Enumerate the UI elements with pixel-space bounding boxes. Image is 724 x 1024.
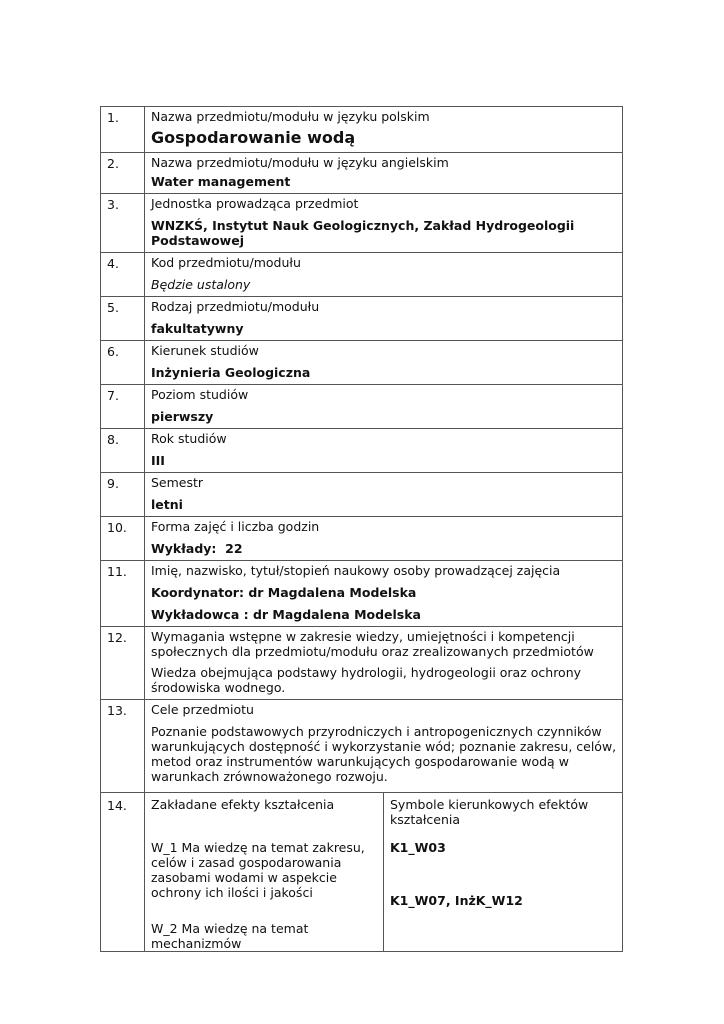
table-row: [101, 793, 623, 952]
row-number: 14.: [101, 793, 145, 952]
row-label: Nazwa przedmiotu/modułu w języku polskim: [151, 109, 430, 124]
row-number: 1.: [101, 107, 145, 153]
row-number: 8.: [101, 429, 145, 473]
row-number: 7.: [101, 385, 145, 429]
course-name-pl: Gospodarowanie wodą: [151, 128, 356, 147]
row-label: Nazwa przedmiotu/modułu w języku angielskim: [151, 155, 449, 170]
row-label: Wymagania wstępne w zakresie wiedzy, umiejętności i kompetencji społecznych dla przedmiotu/modułu oraz zrealizowanych przedmiotów: [151, 629, 594, 659]
row-label: Imię, nazwisko, tytuł/stopień naukowy osoby prowadzącej zajęcia: [151, 563, 561, 578]
table-row: [101, 473, 623, 517]
learning-outcome: W_1 Ma wiedzę na temat zakresu, celów i zasad gospodarowania zasobami wodami w aspekcie ochrony ich ilości i jakości: [151, 840, 365, 900]
table-row: [101, 341, 623, 385]
row-label: Semestr: [151, 475, 204, 490]
table-row: [101, 194, 623, 253]
table-row: [101, 429, 623, 473]
course-name-en: Water management: [151, 174, 291, 189]
table-row: [101, 253, 623, 297]
field-of-study: Inżynieria Geologiczna: [151, 365, 311, 380]
row-number: 2.: [101, 153, 145, 194]
table-row: [101, 561, 623, 627]
row-number: 10.: [101, 517, 145, 561]
course-code: Będzie ustalony: [151, 277, 251, 292]
table-row: [101, 107, 623, 153]
row-label: Poziom studiów: [151, 387, 249, 402]
row-number: 9.: [101, 473, 145, 517]
row-label: Kod przedmiotu/modułu: [151, 255, 301, 270]
row-number: 6.: [101, 341, 145, 385]
outcome-symbol: K1_W07, InżK_W12: [390, 893, 523, 908]
row-number: 13.: [101, 700, 145, 793]
row-number: 12.: [101, 627, 145, 700]
course-type: fakultatywny: [151, 321, 244, 336]
row-label: Rodzaj przedmiotu/modułu: [151, 299, 320, 314]
row-label: Kierunek studiów: [151, 343, 259, 358]
prerequisites: Wiedza obejmująca podstawy hydrologii, hydrogeologii oraz ochrony środowiska wodnego.: [151, 665, 582, 695]
row-label: Jednostka prowadząca przedmiot: [151, 196, 359, 211]
study-year: III: [151, 453, 165, 468]
outcome-symbol: K1_W03: [390, 840, 446, 855]
course-syllabus-table: [100, 106, 623, 952]
symbols-header: Symbole kierunkowych efektów kształcenia: [390, 797, 589, 827]
row-number: 5.: [101, 297, 145, 341]
table-row: [101, 385, 623, 429]
row-number: 3.: [101, 194, 145, 253]
class-form-hours: Wykłady: 22: [151, 541, 243, 556]
row-label: Rok studiów: [151, 431, 227, 446]
table-row: [101, 700, 623, 793]
table-row: [101, 153, 623, 194]
table-row: [101, 297, 623, 341]
lecturer: Wykładowca : dr Magdalena Modelska: [151, 607, 421, 622]
row-label: Forma zajęć i liczba godzin: [151, 519, 320, 534]
table-row: [101, 517, 623, 561]
semester: letni: [151, 497, 183, 512]
row-label: Cele przedmiotu: [151, 702, 254, 717]
learning-outcome: W_2 Ma wiedzę na temat mechanizmów: [151, 921, 309, 951]
coordinator: Koordynator: dr Magdalena Modelska: [151, 585, 417, 600]
table-row: [101, 627, 623, 700]
learning-outcomes-header: Zakładane efekty kształcenia: [151, 797, 335, 812]
study-level: pierwszy: [151, 409, 214, 424]
row-number: 4.: [101, 253, 145, 297]
course-objectives: Poznanie podstawowych przyrodniczych i antropogenicznych czynników warunkujących dostępność i wykorzystanie wód; poznanie zakresu, celów, metod oraz instrumentów warunkujących gospodarowanie wodą w warunkach zrównoważonego rozwoju.: [151, 724, 617, 784]
row-number: 11.: [101, 561, 145, 627]
teaching-unit: WNZKŚ, Instytut Nauk Geologicznych, Zakład Hydrogeologii Podstawowej: [151, 218, 575, 248]
